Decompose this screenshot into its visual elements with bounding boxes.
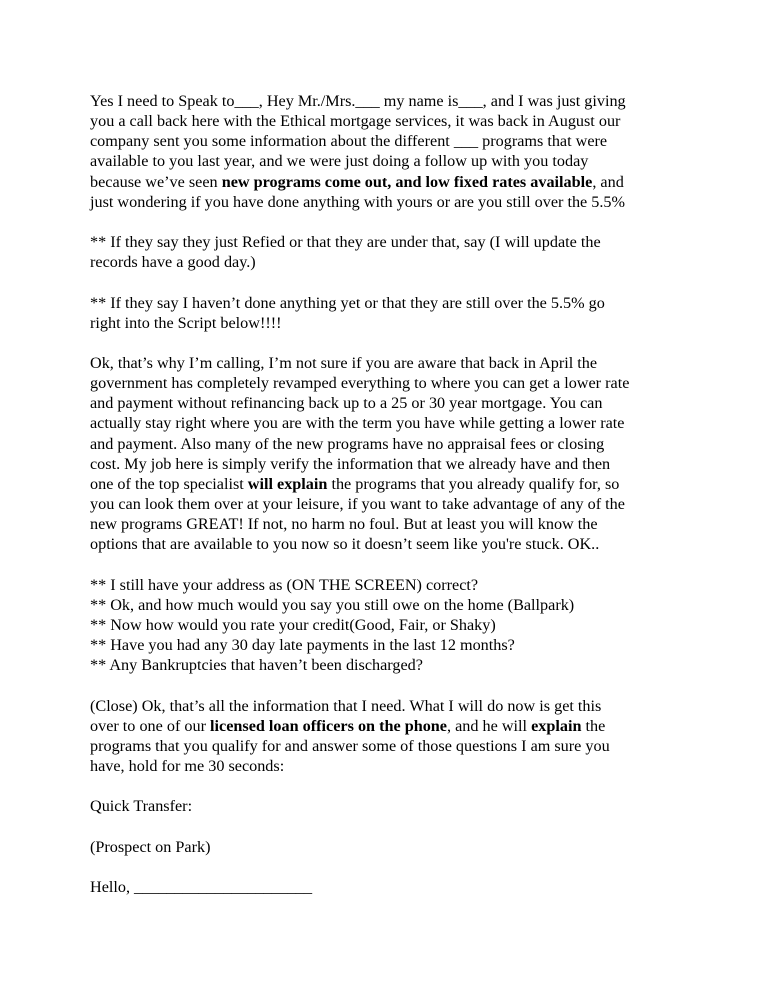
text-line	[90, 172, 690, 192]
text-line: you a call back here with the Ethical mortgage services, it was back in August our	[90, 112, 621, 131]
text-line: options that are available to you now so it doesn’t seem like you're stuck. OK..	[90, 535, 600, 554]
bold-phrase: licensed loan officers on the phone	[210, 716, 447, 735]
text-segment: , and he will	[447, 716, 532, 735]
quick-transfer-heading	[90, 796, 690, 816]
text-line: available to you last year, and we were just doing a follow up with you today	[90, 152, 589, 171]
text-line: have, hold for me 30 seconds:	[90, 757, 285, 776]
text-line: programs that you qualify for and answer some of those questions I am sure you	[90, 736, 610, 755]
text-line	[90, 716, 690, 736]
text-segment: because we’ve seen	[90, 172, 222, 191]
text-line: Hello, ______________________	[90, 877, 313, 896]
text-line: and payment. Also many of the new programs have no appraisal fees or closing	[90, 434, 605, 453]
text-line: ** If they say I haven’t done anything yet or that they are still over the 5.5% go	[90, 293, 605, 312]
text-line: just wondering if you have done anything with yours or are you still over the 5.5%	[90, 192, 625, 211]
question-item: ** Any Bankruptcies that haven’t been discharged?	[90, 656, 423, 675]
text-line: actually stay right where you are with the term you have while getting a lower rate	[90, 414, 625, 433]
text-line: Ok, that’s why I’m calling, I’m not sure if you are aware that back in April the	[90, 353, 598, 372]
bold-phrase: new programs come out, and low fixed rates available	[221, 172, 593, 191]
bold-phrase: explain	[531, 716, 582, 735]
question-item: ** Ok, and how much would you say you still owe on the home (Ballpark)	[90, 595, 575, 614]
script-paragraph	[90, 353, 690, 555]
text-line: (Close) Ok, that’s all the information that I need. What I will do now is get this	[90, 696, 602, 715]
question-item: ** Now how would you rate your credit(Good, Fair, or Shaky)	[90, 616, 496, 634]
bold-phrase: will explain	[247, 474, 328, 493]
opening-paragraph	[90, 91, 690, 212]
text-segment: one of the top specialist	[90, 474, 248, 493]
text-line: Quick Transfer:	[90, 797, 193, 816]
close-paragraph	[90, 696, 690, 777]
text-segment: over to one of our	[90, 716, 211, 735]
text-segment: the	[581, 716, 606, 735]
text-line: (Prospect on Park)	[90, 837, 211, 856]
text-line: right into the Script below!!!!	[90, 313, 282, 332]
text-line: new programs GREAT! If not, no harm no foul. But at least you will know the	[90, 515, 598, 534]
question-item: ** I still have your address as (ON THE SCREEN) correct?	[90, 575, 479, 594]
questions-list	[90, 575, 690, 676]
document-page	[90, 91, 690, 917]
text-line: ** If they say they just Refied or that they are under that, say (I will update the	[90, 233, 601, 252]
text-line: Yes I need to Speak to___, Hey Mr./Mrs.___ my name is___, and I was just giving	[90, 92, 626, 110]
question-item: ** Have you had any 30 day late payments in the last 12 months?	[90, 636, 515, 655]
note-over-paragraph	[90, 293, 690, 333]
hello-line	[90, 877, 690, 897]
text-segment: the programs that you already qualify for, so	[327, 474, 620, 493]
text-line: and payment without refinancing back up to a 25 or 30 year mortgage. You can	[90, 394, 603, 413]
text-line: records have a good day.)	[90, 253, 256, 272]
text-line: company sent you some information about the different ___ programs that were	[90, 132, 608, 151]
text-line: cost. My job here is simply verify the information that we already have and then	[90, 454, 611, 473]
text-line: you can look them over at your leisure, if you want to take advantage of any of the	[90, 495, 625, 514]
text-segment: , and	[592, 172, 624, 191]
text-line	[90, 474, 690, 494]
note-refied-paragraph	[90, 232, 690, 272]
prospect-note	[90, 837, 690, 857]
text-line: government has completely revamped everything to where you can get a lower rate	[90, 374, 630, 393]
